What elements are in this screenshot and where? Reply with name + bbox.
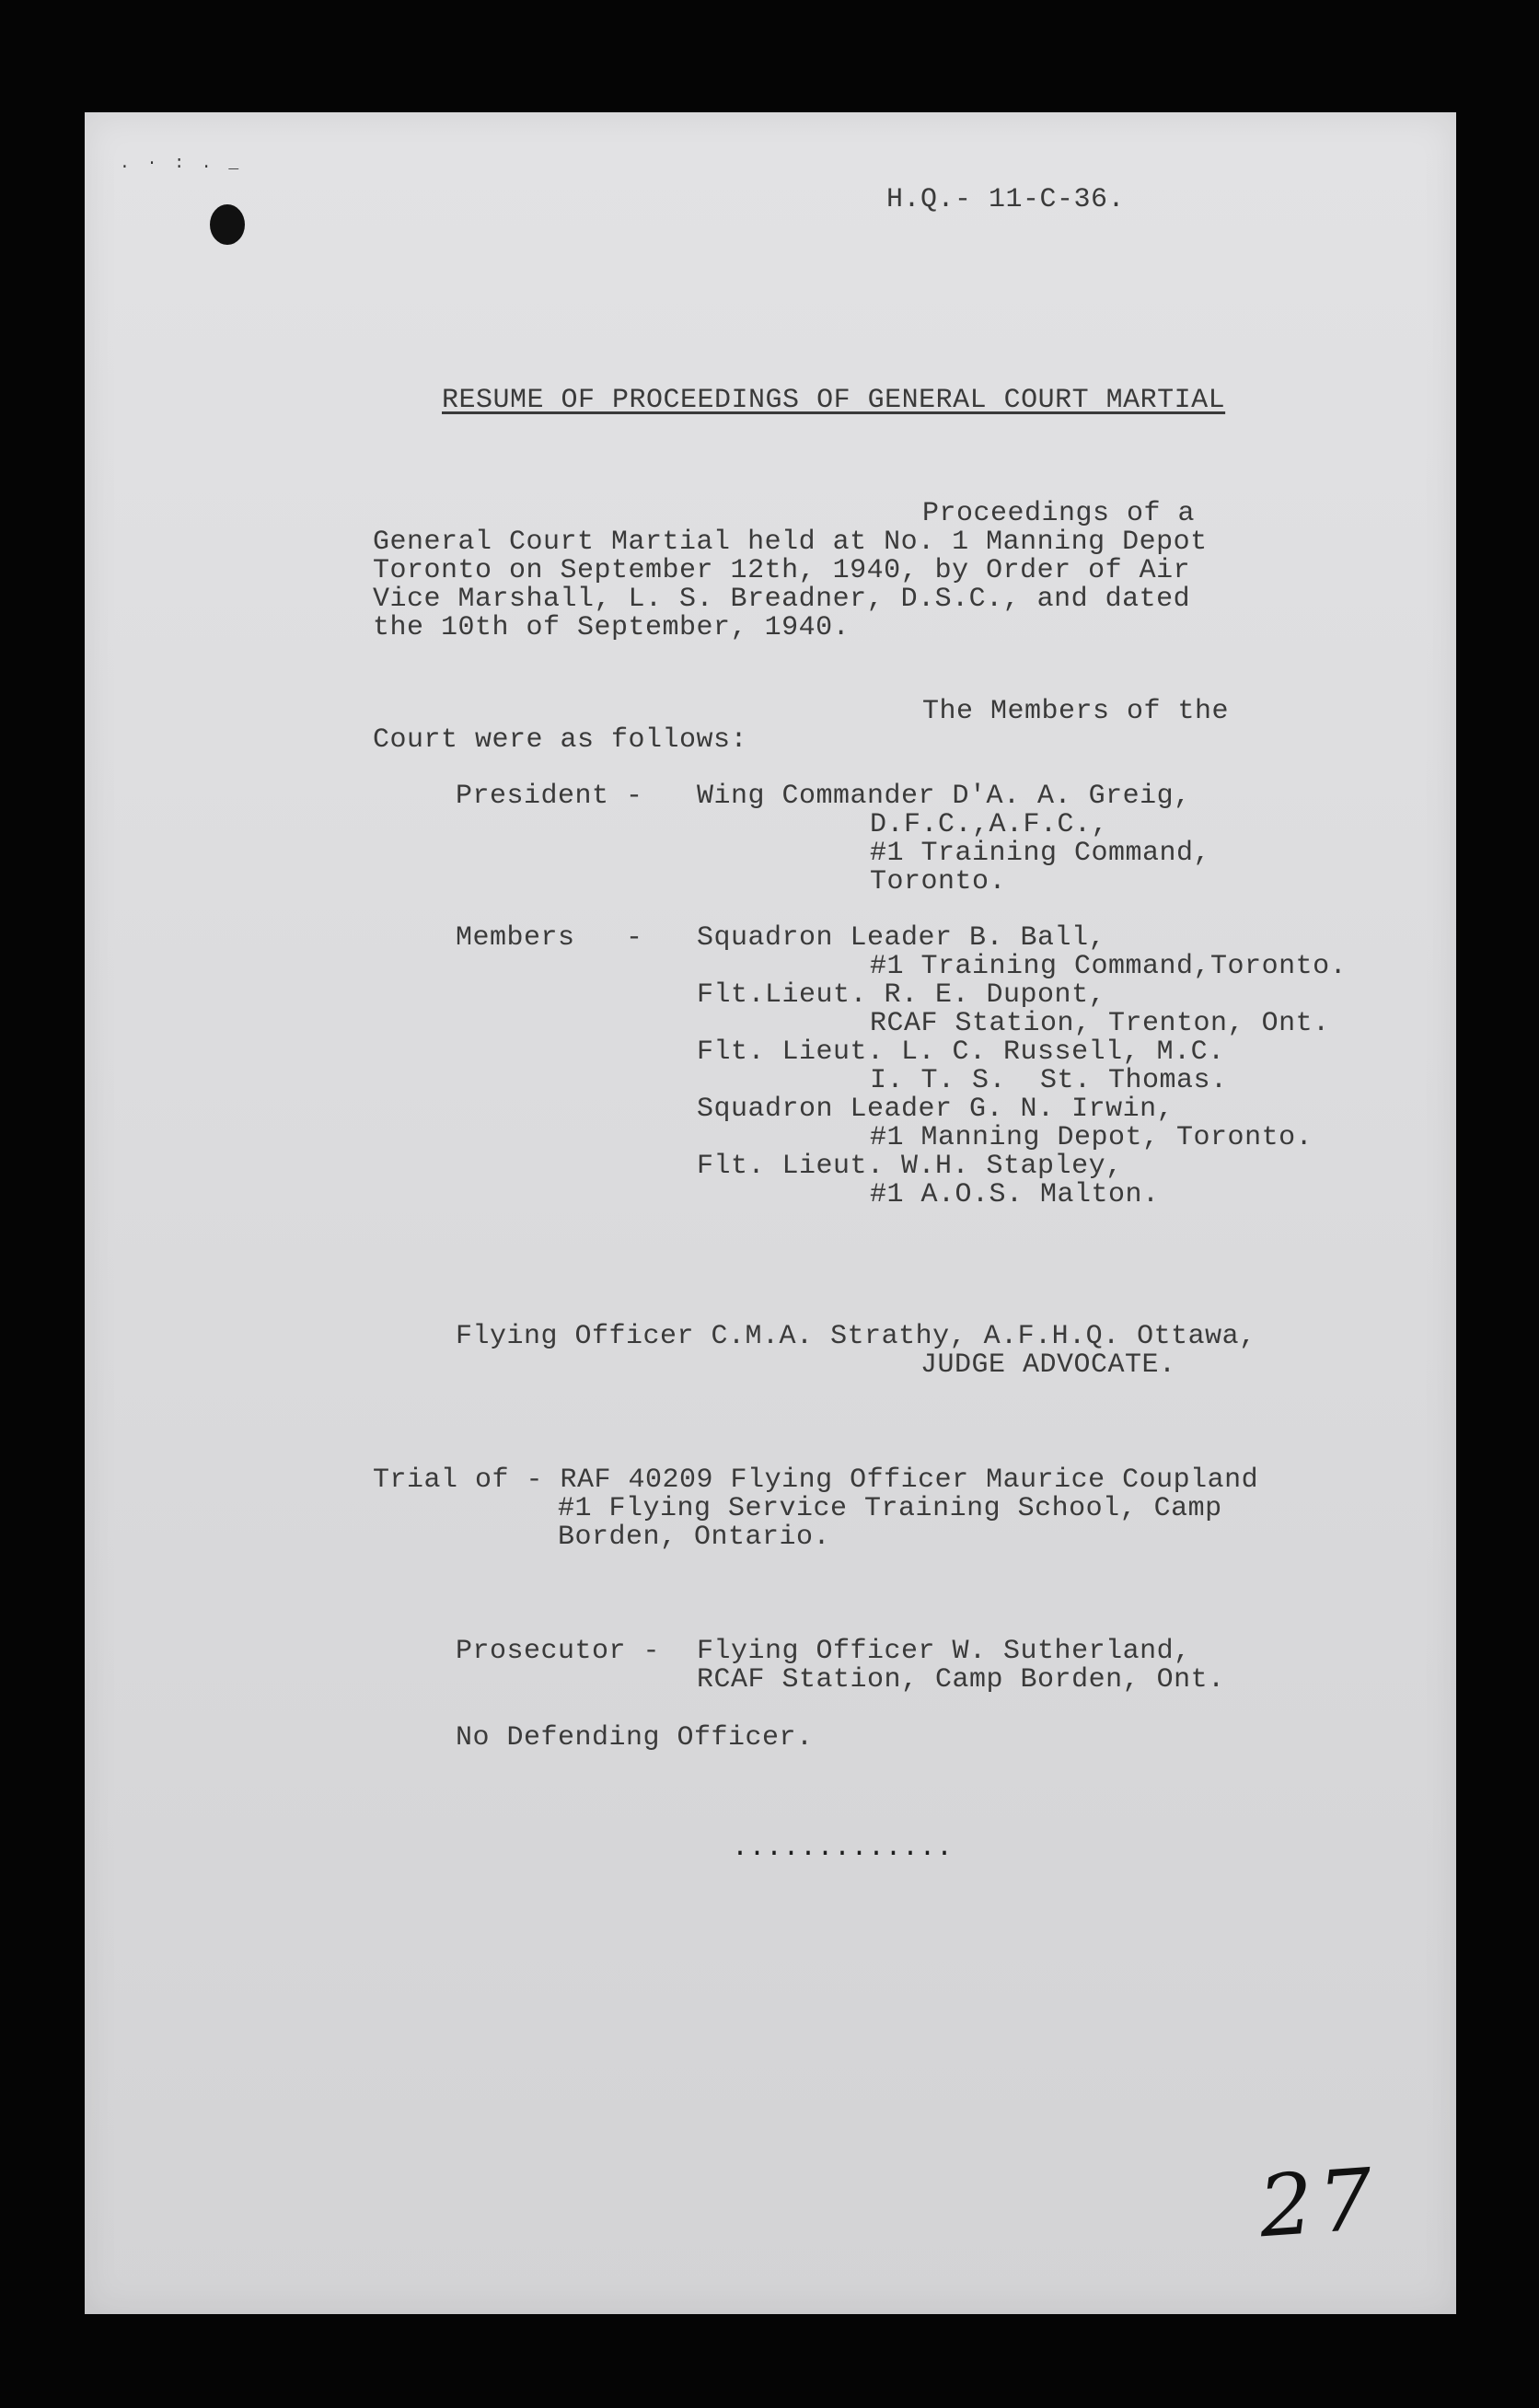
president-line-4: Toronto.	[870, 866, 1007, 897]
intro-line-3: Toronto on September 12th, 1940, by Order of Air	[373, 555, 1191, 586]
president-label: President -	[456, 781, 643, 812]
judge-advocate-line-2: JUDGE ADVOCATE.	[920, 1349, 1176, 1381]
members-intro-line-2: Court were as follows:	[373, 724, 748, 756]
prosecutor-line-1: Flying Officer W. Sutherland,	[697, 1636, 1191, 1667]
file-reference: H.Q.- 11-C-36.	[886, 184, 1126, 215]
member-line-6: I. T. S. St. Thomas.	[870, 1065, 1228, 1096]
separator-dots: .............	[732, 1833, 954, 1864]
member-line-2: #1 Training Command,Toronto.	[870, 951, 1348, 982]
member-line-1: Squadron Leader B. Ball,	[697, 922, 1106, 954]
document-title: RESUME OF PROCEEDINGS OF GENERAL COURT MARTIAL	[442, 385, 1226, 416]
intro-line-5: the 10th of September, 1940.	[373, 612, 850, 643]
corner-specks: . · : . _	[120, 155, 243, 173]
defence-note: No Defending Officer.	[456, 1722, 814, 1754]
intro-line-1: Proceedings of a	[922, 498, 1196, 529]
trial-of-line-3: Borden, Ontario.	[558, 1522, 831, 1553]
prosecutor-line-2: RCAF Station, Camp Borden, Ont.	[697, 1664, 1225, 1696]
member-line-8: #1 Manning Depot, Toronto.	[870, 1122, 1313, 1153]
member-line-10: #1 A.O.S. Malton.	[870, 1179, 1160, 1210]
member-line-5: Flt. Lieut. L. C. Russell, M.C.	[697, 1036, 1225, 1068]
ink-blot	[210, 204, 245, 245]
president-line-3: #1 Training Command,	[870, 838, 1211, 869]
members-label: Members -	[456, 922, 643, 954]
intro-line-4: Vice Marshall, L. S. Breadner, D.S.C., and dated	[373, 584, 1191, 615]
member-line-9: Flt. Lieut. W.H. Stapley,	[697, 1151, 1123, 1182]
president-line-2: D.F.C.,A.F.C.,	[870, 809, 1109, 840]
handwritten-page-number: 27	[1256, 2149, 1382, 2257]
prosecutor-label: Prosecutor -	[456, 1636, 661, 1667]
intro-line-2: General Court Martial held at No. 1 Manning Depot	[373, 527, 1208, 558]
president-line-1: Wing Commander D'A. A. Greig,	[697, 781, 1191, 812]
member-line-7: Squadron Leader G. N. Irwin,	[697, 1094, 1174, 1125]
member-line-3: Flt.Lieut. R. E. Dupont,	[697, 979, 1106, 1011]
members-intro-line-1: The Members of the	[922, 696, 1230, 727]
judge-advocate-line-1: Flying Officer C.M.A. Strathy, A.F.H.Q. Ottawa,	[456, 1321, 1256, 1352]
member-line-4: RCAF Station, Trenton, Ont.	[870, 1008, 1330, 1039]
trial-of-line-2: #1 Flying Service Training School, Camp	[558, 1493, 1222, 1524]
document-page	[85, 112, 1456, 2314]
trial-of-line-1: Trial of - RAF 40209 Flying Officer Maurice Coupland	[373, 1464, 1259, 1496]
